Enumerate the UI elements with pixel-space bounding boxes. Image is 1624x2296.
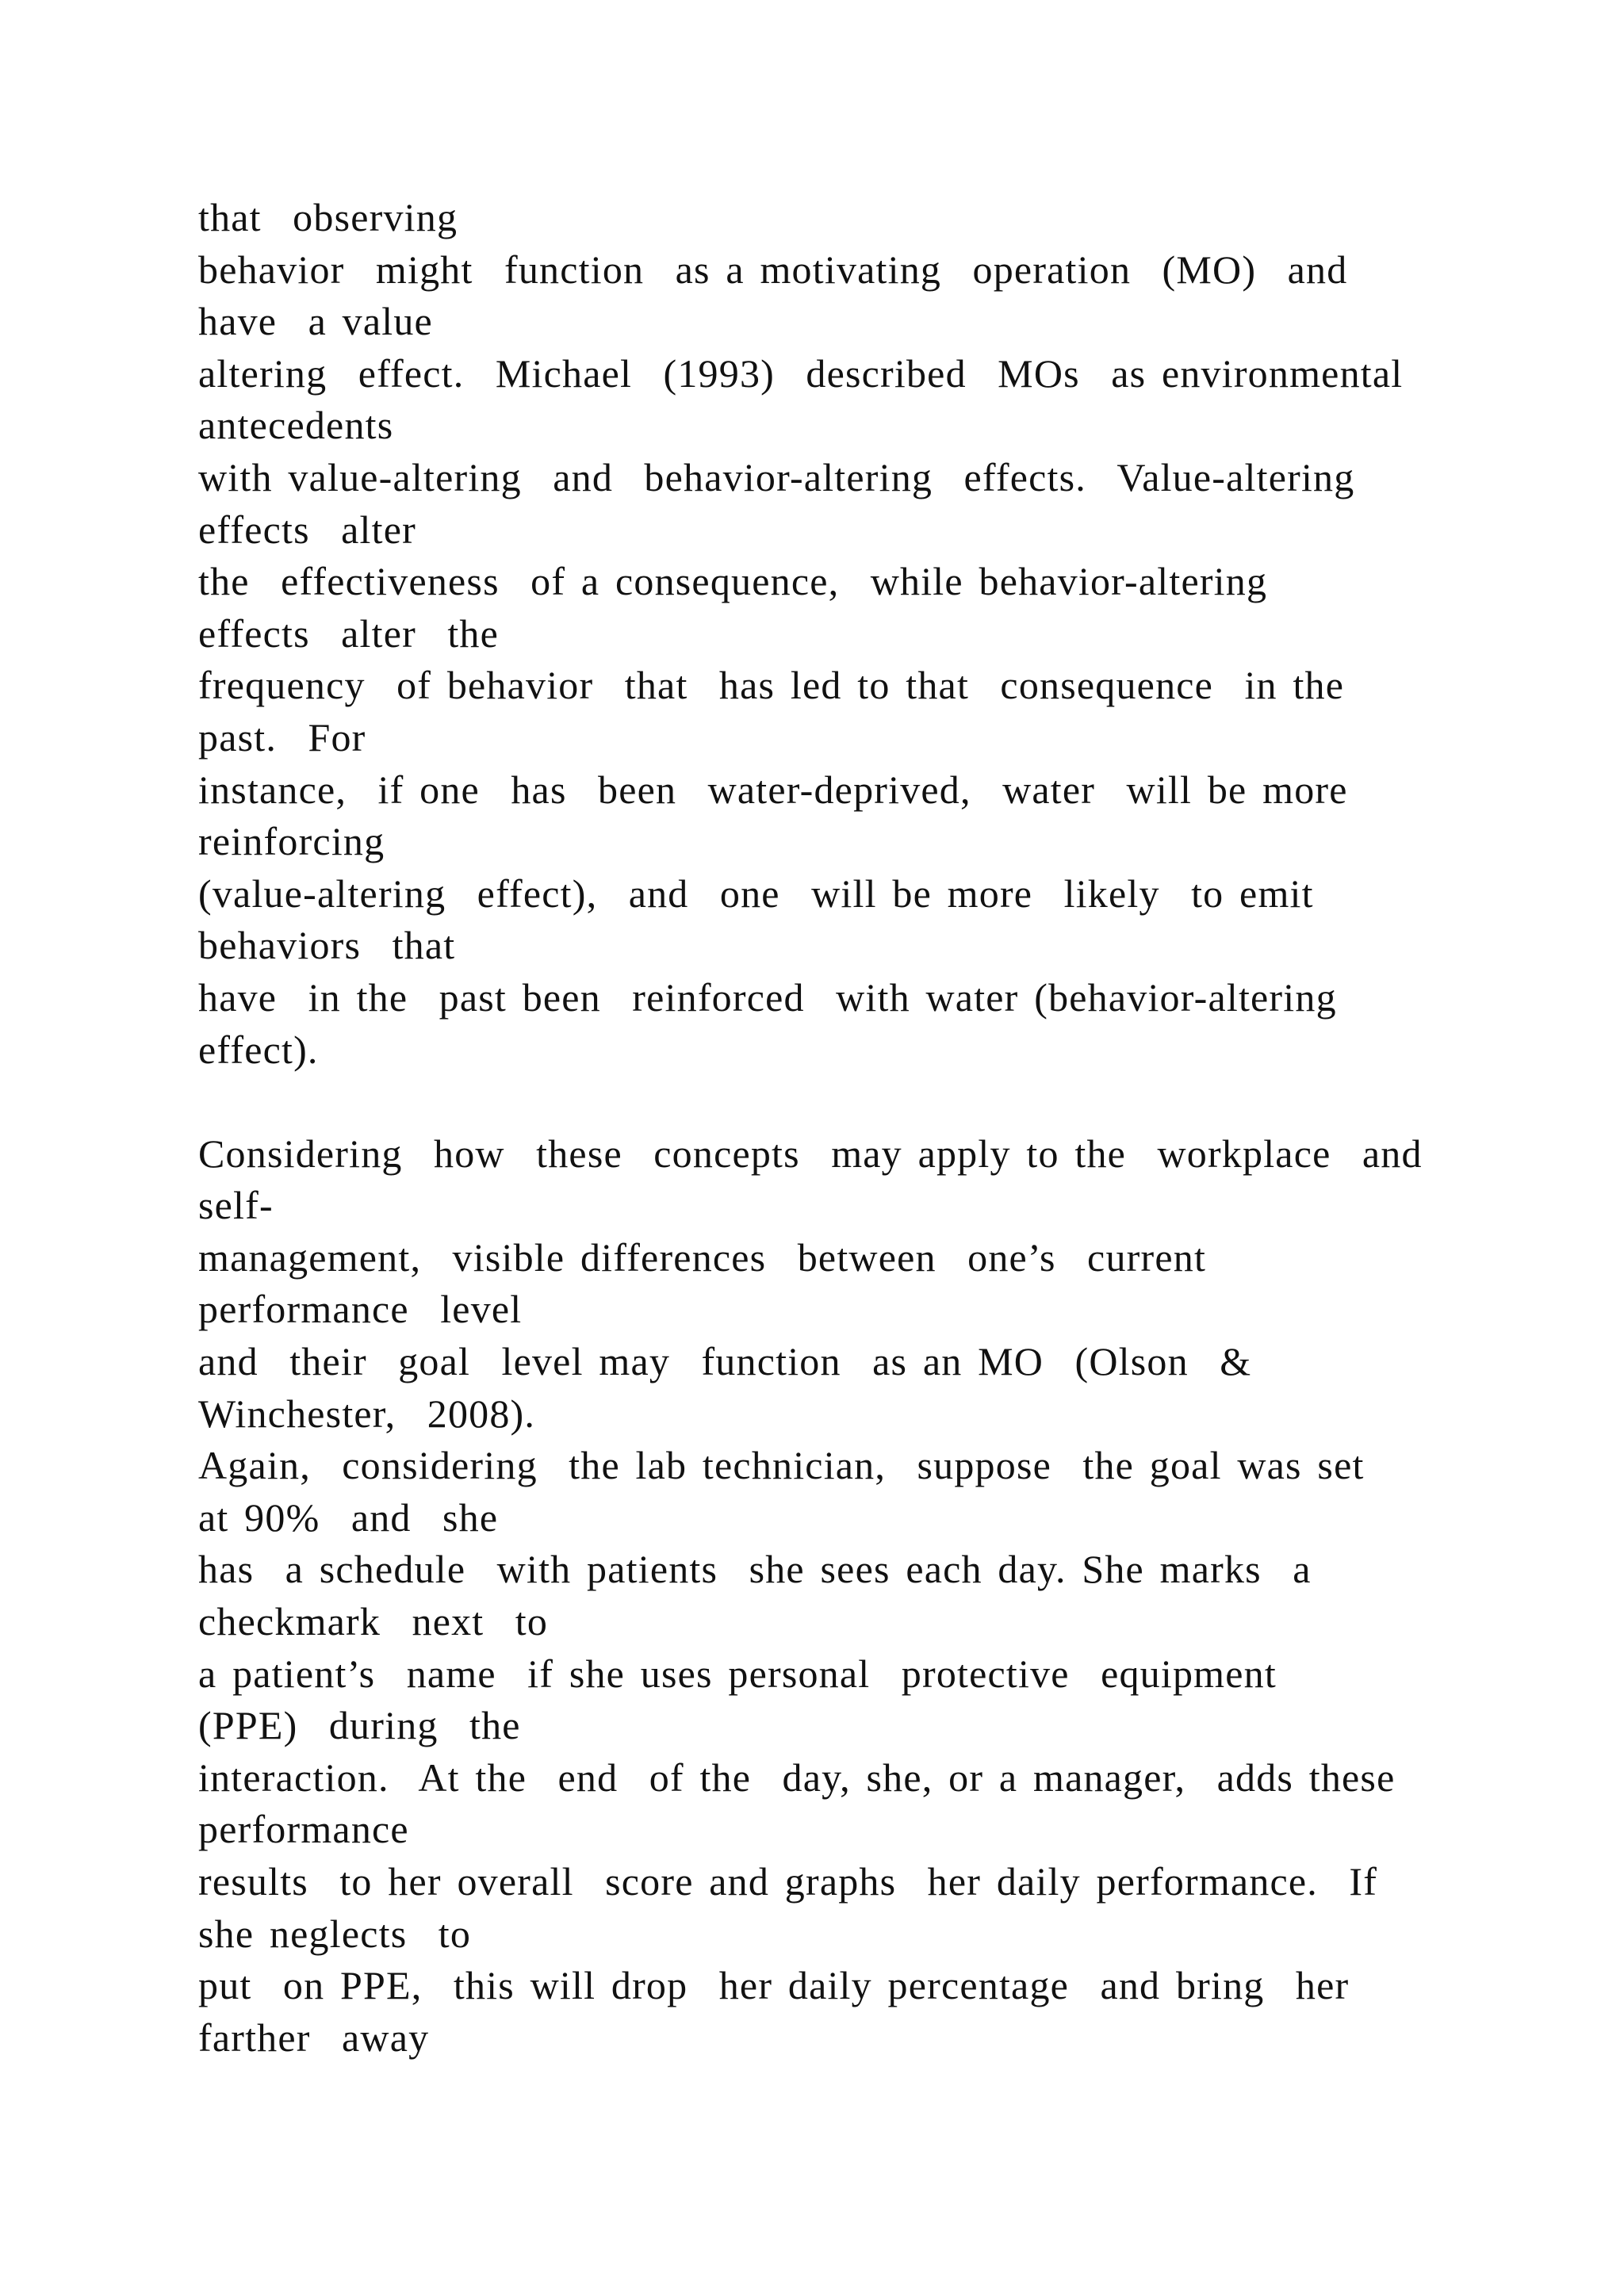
text-line: behavior might function as a motivating operation (MO) and	[198, 247, 1348, 292]
text-line: (value-altering effect), and one will be more likely to emit	[198, 871, 1314, 916]
text-line: instance, if one has been water-deprived, water will be more	[198, 767, 1348, 812]
text-line: a patient’s name if she uses personal protective equipment	[198, 1651, 1277, 1696]
text-line: Winchester, 2008).	[198, 1391, 536, 1436]
text-line: checkmark next to	[198, 1599, 549, 1644]
text-line: (PPE) during the	[198, 1703, 521, 1748]
text-line: the effectiveness of a consequence, while behavior-altering	[198, 559, 1268, 604]
text-line: farther away	[198, 2015, 430, 2060]
text-line: Considering how these concepts may apply to the workplace and	[198, 1131, 1423, 1176]
text-line: frequency of behavior that has led to that consequence in the	[198, 663, 1345, 708]
text-line: have a value	[198, 299, 433, 344]
text-line: effects alter	[198, 507, 416, 552]
text-line: antecedents	[198, 403, 394, 448]
text-line: performance	[198, 1807, 409, 1852]
text-line: put on PPE, this will drop her daily percentage and bring her	[198, 1963, 1350, 2008]
text-line: have in the past been reinforced with water (behavior-altering	[198, 974, 1337, 1020]
text-line: at 90% and she	[198, 1494, 499, 1540]
text-line: that observing	[198, 195, 458, 239]
text-line: performance level	[198, 1287, 523, 1332]
text-line: altering effect. Michael (1993) described MOs as environmental	[198, 350, 1404, 396]
text-line: self-	[198, 1183, 274, 1228]
text-line: effects alter the	[198, 610, 500, 656]
text-line: and their goal level may function as an MO (Olson &	[198, 1339, 1252, 1384]
text-line: management, visible differences between one’s current	[198, 1234, 1207, 1280]
paragraph-gap	[198, 1076, 1546, 1128]
text-line: past. For	[198, 714, 366, 760]
text-line: behaviors that	[198, 923, 456, 968]
text-line: effect).	[198, 1027, 319, 1072]
text-line: interaction. At the end of the day, she, or a manager, adds these	[198, 1755, 1396, 1800]
paragraph-2	[198, 1128, 1546, 2064]
text-line: Again, considering the lab technician, suppose the goal was set	[198, 1443, 1365, 1488]
text-line: has a schedule with patients she sees each day. She marks a	[198, 1547, 1312, 1592]
text-line: reinforcing	[198, 819, 385, 864]
text-line: results to her overall score and graphs her daily performance. If	[198, 1859, 1378, 1904]
text-line: she neglects to	[198, 1911, 472, 1956]
text-line: with value-altering and behavior-altering effects. Value-altering	[198, 454, 1355, 499]
body-text	[198, 192, 1546, 2064]
paragraph-1	[198, 192, 1546, 1076]
